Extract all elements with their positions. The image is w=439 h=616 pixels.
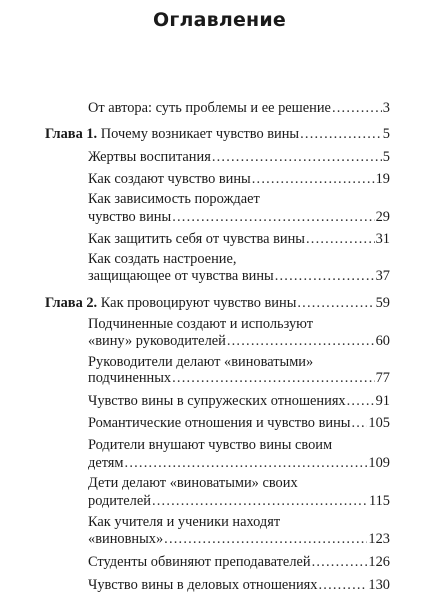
leader-dots bbox=[152, 493, 368, 510]
toc-entry[interactable] bbox=[88, 171, 390, 188]
toc-entry-page: 109 bbox=[368, 455, 390, 471]
toc-entry-text-line1: Как создать настроение, bbox=[88, 251, 237, 267]
toc-entry-page: 59 bbox=[375, 295, 390, 311]
toc-entry-page: 19 bbox=[375, 171, 390, 187]
leader-dots bbox=[319, 577, 368, 594]
leader-dots bbox=[172, 209, 374, 226]
leader-dots bbox=[125, 455, 368, 472]
toc-entry-text: «вину» руководителей bbox=[88, 333, 226, 349]
toc-entry-text: чувство вины bbox=[88, 209, 172, 225]
toc-entry-page: 31 bbox=[375, 231, 390, 247]
toc-entry-text: «виновных» bbox=[88, 531, 164, 547]
leader-dots bbox=[212, 149, 382, 166]
toc-entry-text-line1: Подчиненные создают и используют bbox=[88, 316, 314, 332]
toc-entry-text-line1: Как зависимость порождает bbox=[88, 191, 260, 207]
leader-dots bbox=[351, 415, 367, 432]
toc-entry-page: 115 bbox=[368, 493, 390, 509]
toc-entry-text: Студенты обвиняют преподавателей bbox=[88, 554, 311, 570]
toc-entry-text: От автора: суть проблемы и ее решение bbox=[88, 100, 331, 116]
chapter-label: Глава 2. bbox=[45, 295, 98, 311]
toc-entry-text: Чувство вины в супружеских отношениях bbox=[88, 393, 346, 409]
toc-entry[interactable] bbox=[88, 455, 390, 472]
toc-entry-page: 60 bbox=[375, 333, 390, 349]
leader-dots bbox=[332, 100, 382, 117]
toc-entry[interactable] bbox=[88, 393, 390, 410]
toc-entry-text: Романтические отношения и чувство вины bbox=[88, 415, 351, 431]
toc-entry-chapter-2[interactable] bbox=[45, 295, 390, 312]
leader-dots bbox=[312, 554, 368, 571]
toc-entry-page: 126 bbox=[368, 554, 390, 570]
toc-entry-text: Как создают чувство вины bbox=[88, 171, 251, 187]
toc-entry-text: Почему возникает чувство вины bbox=[97, 126, 300, 142]
toc-entry-foreword[interactable] bbox=[88, 100, 390, 117]
toc-entry-text-line1: Дети делают «виноватыми» своих bbox=[88, 475, 298, 491]
toc-entry-text: Чувство вины в деловых отношениях bbox=[88, 577, 318, 593]
toc-entry-text: Как защитить себя от чувства вины bbox=[88, 231, 305, 247]
toc-entry-text: Жертвы воспитания bbox=[88, 149, 211, 165]
toc-entry-page: 91 bbox=[375, 393, 390, 409]
leader-dots bbox=[275, 268, 375, 285]
leader-dots bbox=[347, 393, 375, 410]
leader-dots bbox=[227, 333, 375, 350]
toc-entry-chapter-1[interactable] bbox=[45, 126, 390, 143]
toc-entry[interactable] bbox=[88, 333, 390, 350]
toc-entry-page: 3 bbox=[382, 100, 390, 116]
leader-dots bbox=[172, 370, 375, 387]
leader-dots bbox=[300, 126, 382, 143]
toc-entry[interactable] bbox=[88, 493, 390, 510]
toc-entry-page: 130 bbox=[368, 577, 390, 593]
leader-dots bbox=[252, 171, 375, 188]
toc-entry[interactable] bbox=[88, 231, 390, 248]
toc-entry-text-line1: Как учителя и ученики находят bbox=[88, 514, 281, 530]
toc-entry-text: защищающее от чувства вины bbox=[88, 268, 274, 284]
toc-entry-page: 5 bbox=[382, 126, 390, 142]
toc-entry[interactable] bbox=[88, 149, 390, 166]
toc-entry-page: 105 bbox=[368, 415, 390, 431]
toc-entry-page: 77 bbox=[375, 370, 390, 386]
leader-dots bbox=[306, 231, 375, 248]
leader-dots bbox=[297, 295, 374, 312]
toc-entry-text: детям bbox=[88, 455, 124, 471]
toc-entry[interactable] bbox=[88, 577, 390, 594]
toc-entry-text-line1: Родители внушают чувство вины своим bbox=[88, 437, 333, 453]
toc-entry[interactable] bbox=[88, 415, 390, 432]
toc-entry-text: родителей bbox=[88, 493, 151, 509]
toc-entry-page: 37 bbox=[375, 268, 390, 284]
toc-entry[interactable] bbox=[88, 268, 390, 285]
toc-entry[interactable] bbox=[88, 554, 390, 571]
toc-entry-text: подчиненных bbox=[88, 370, 172, 386]
leader-dots bbox=[164, 531, 367, 548]
toc-entry-page: 29 bbox=[375, 209, 390, 225]
toc-entry[interactable] bbox=[88, 370, 390, 387]
toc-entry-page: 5 bbox=[382, 149, 390, 165]
toc-entry-page: 123 bbox=[368, 531, 390, 547]
page-title: Оглавление bbox=[153, 9, 286, 31]
toc-entry[interactable] bbox=[88, 209, 390, 226]
toc-entry-text-line1: Руководители делают «виноватыми» bbox=[88, 354, 314, 370]
chapter-label: Глава 1. bbox=[45, 126, 98, 142]
toc-entry-text: Как провоцируют чувство вины bbox=[97, 295, 297, 311]
toc-entry[interactable] bbox=[88, 531, 390, 548]
